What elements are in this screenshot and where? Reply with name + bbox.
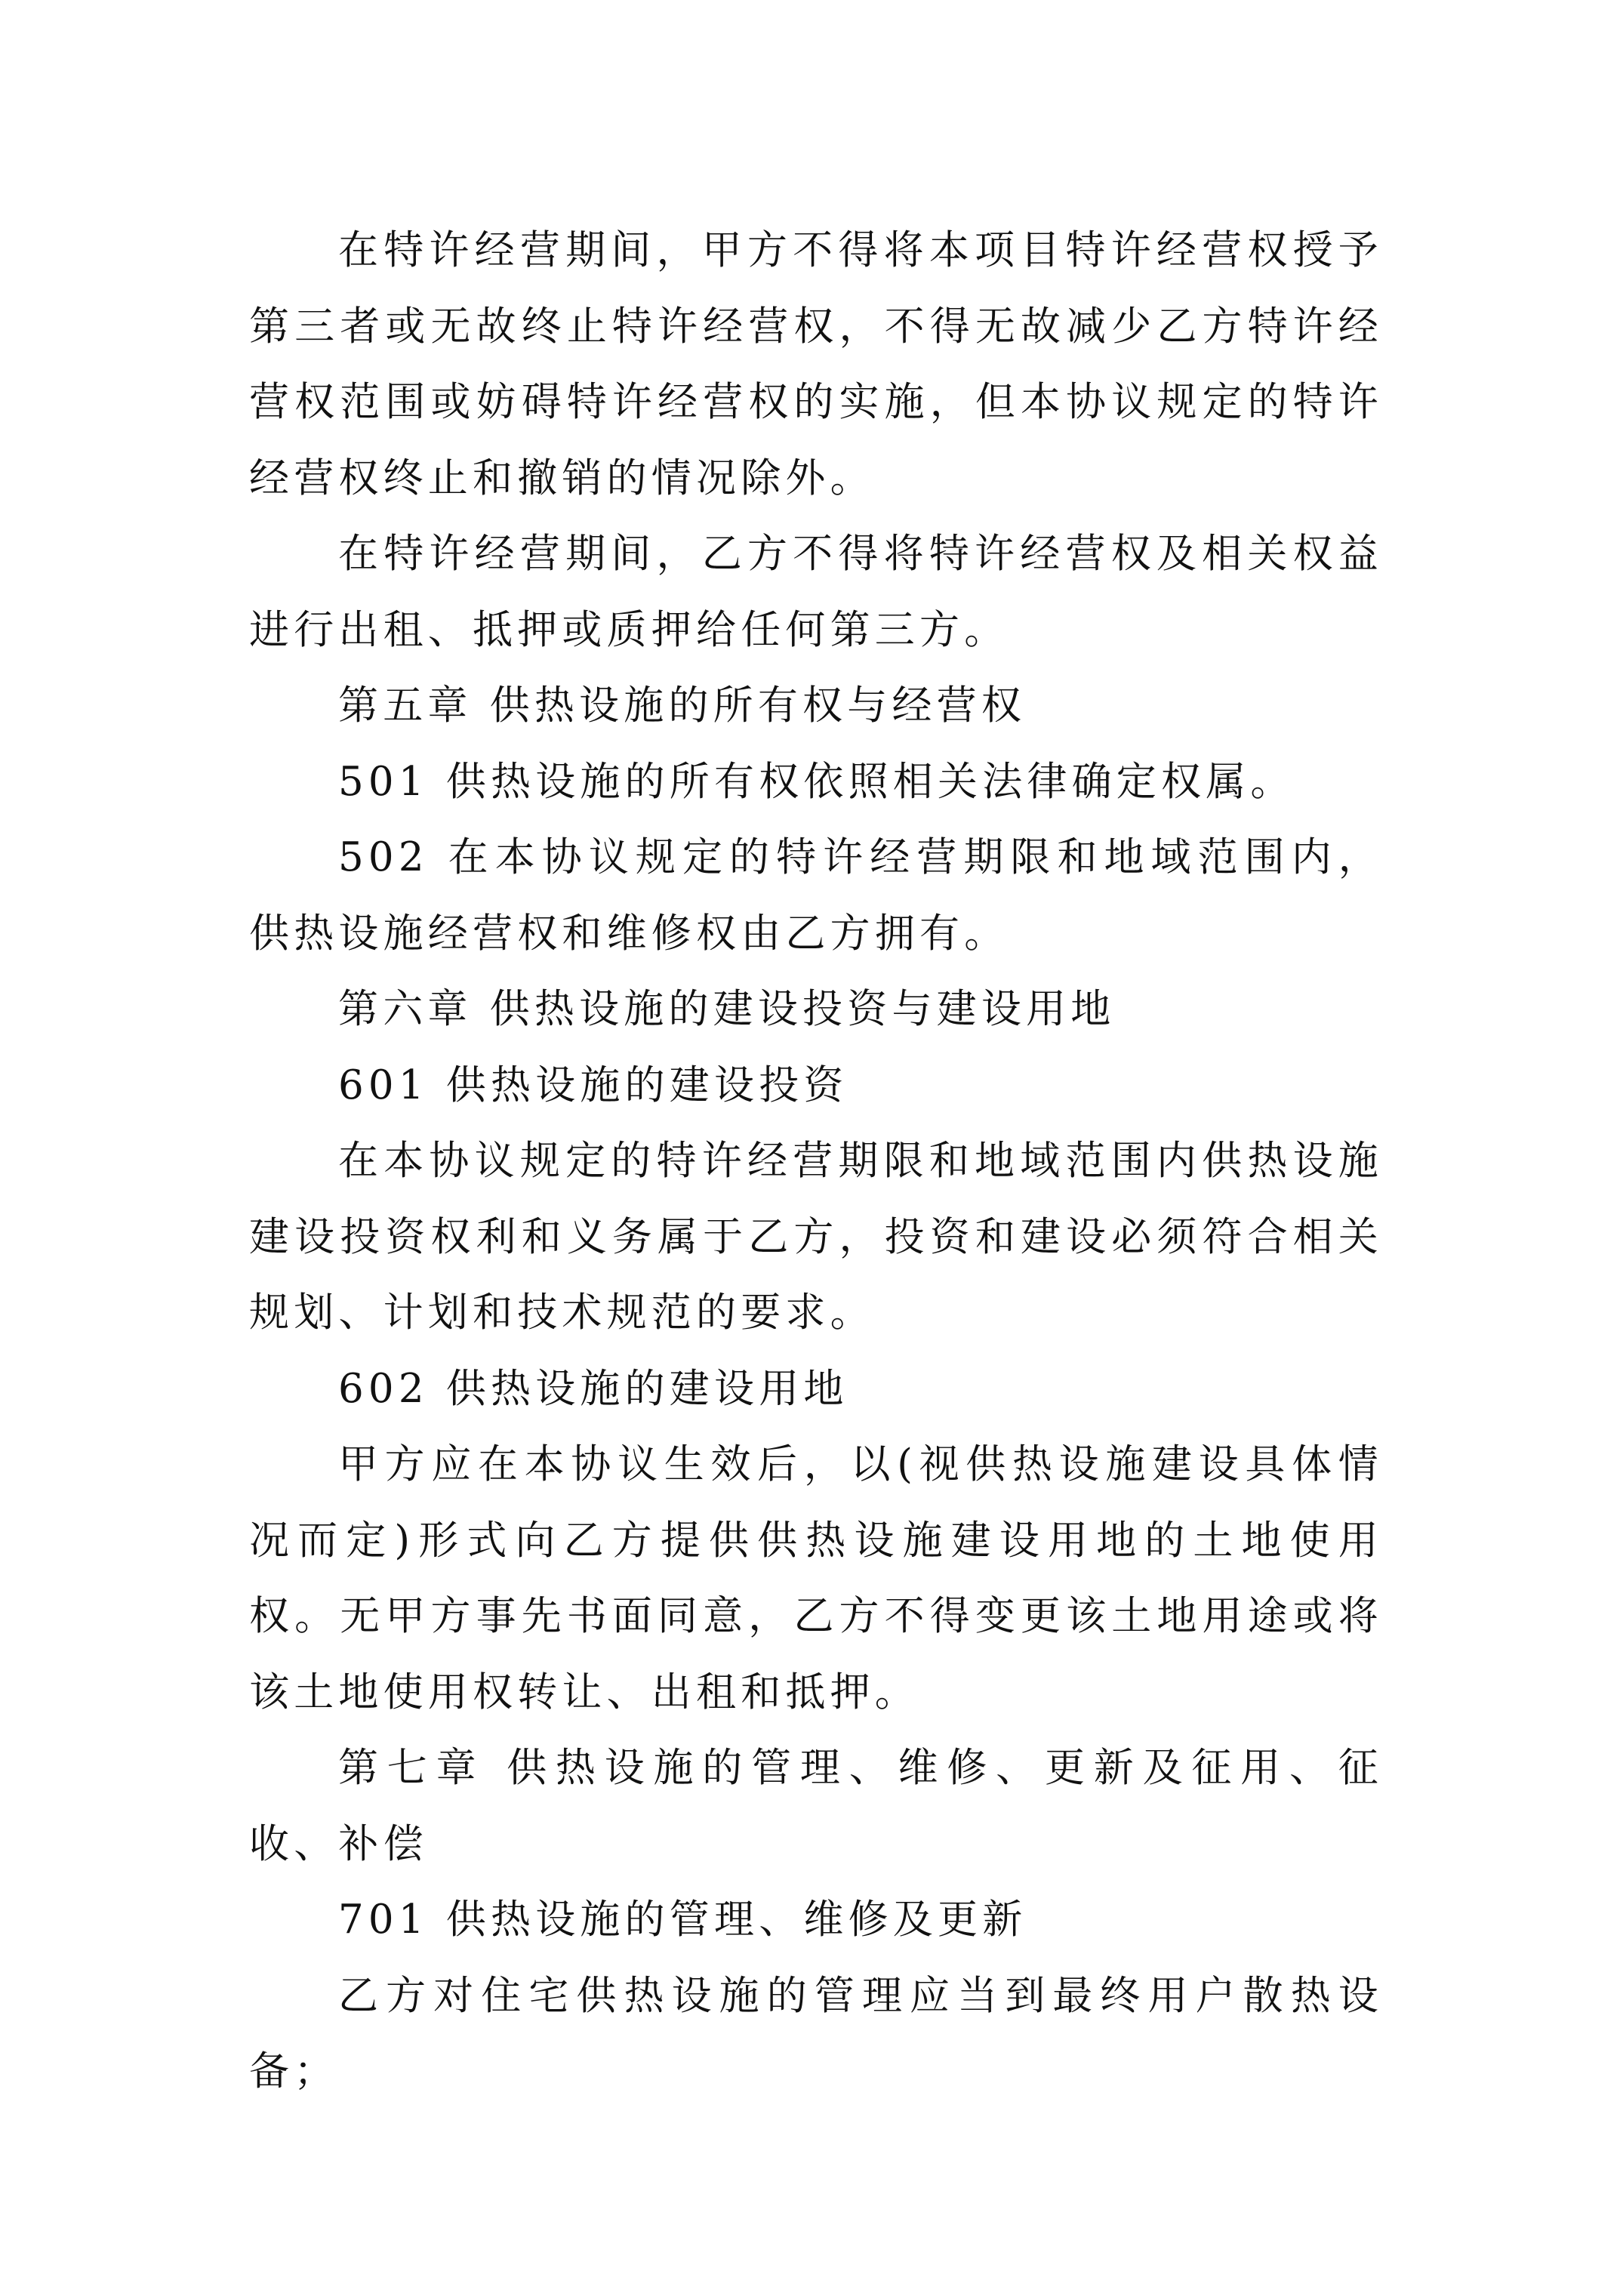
chapter-6-heading: 第六章 供热设施的建设投资与建设用地 xyxy=(338,986,1116,1032)
paragraph-franchise-party-a-obligations: 在特许经营期间，甲方不得将本项目特许经营权授予第三者或无故终止特许经营权，不得无故减少乙方特许经营权范围或妨碍特许经营权的实施，但本协议规定的特许经营权终止和撤销的情况除外。 xyxy=(249,227,1383,501)
clause-501: 501 供热设施的所有权依照相关法律确定权属。 xyxy=(338,758,1295,805)
clause-602-heading: 602 供热设施的建设用地 xyxy=(338,1365,848,1412)
clause-502: 502 在本协议规定的特许经营期限和地域范围内，供热设施经营权和维修权由乙方拥有。 xyxy=(249,834,1383,957)
clause-602-text: 甲方应在本协议生效后，以(视供热设施建设具体情况而定)形式向乙方提供供热设施建设用地的土地使用权。无甲方事先书面同意，乙方不得变更该土地用途或将该土地使用权转让、出租和抵押。 xyxy=(249,1441,1383,1715)
clause-701-heading: 701 供热设施的管理、维修及更新 xyxy=(338,1897,1027,1943)
chapter-7-heading: 第七章 供热设施的管理、维修、更新及征用、征收、补偿 xyxy=(249,1745,1383,1867)
clause-701-text: 乙方对住宅供热设施的管理应当到最终用户散热设备； xyxy=(249,1972,1383,2094)
clause-601-text: 在本协议规定的特许经营期限和地域范围内供热设施建设投资权利和义务属于乙方，投资和建设必须符合相关规划、计划和技术规范的要求。 xyxy=(249,1138,1383,1336)
document-body xyxy=(249,213,1383,2110)
paragraph-franchise-party-b-restrictions: 在特许经营期间，乙方不得将特许经营权及相关权益进行出租、抵押或质押给任何第三方。 xyxy=(249,531,1383,653)
clause-601-heading: 601 供热设施的建设投资 xyxy=(338,1062,848,1108)
chapter-5-heading: 第五章 供热设施的所有权与经营权 xyxy=(338,683,1027,729)
